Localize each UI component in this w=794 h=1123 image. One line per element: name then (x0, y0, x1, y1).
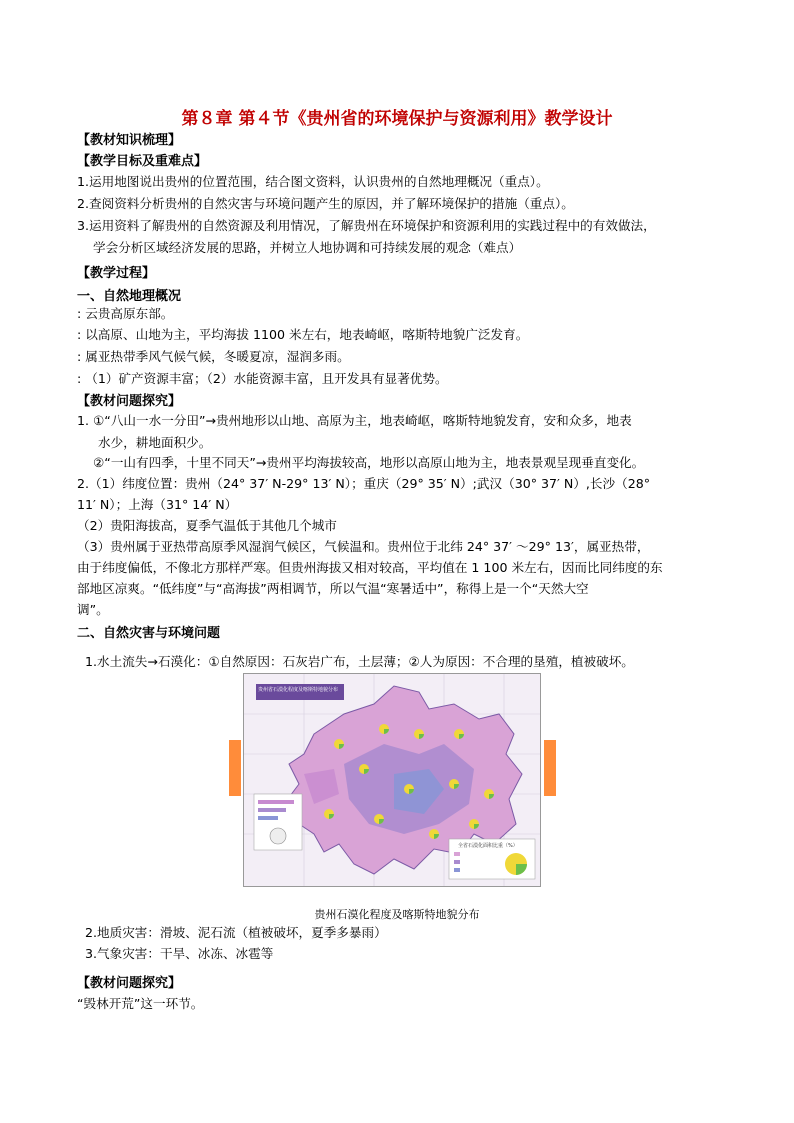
goal-item: 1.运用地图说出贵州的位置范围，结合图文资料，认识贵州的自然地理概况（重点）。 (77, 174, 549, 189)
explore-line: （3）贵州属于亚热带高原季风湿润气候区，气候温和。贵州位于北纬 24° 37′ ～29° 13′，属亚热带， (77, 539, 650, 554)
section1-heading: 一、自然地理概况 (77, 289, 182, 304)
map-legend-title: 全省石漠化面积比重（%） (458, 843, 518, 849)
page-title: 第８章 第４节《贵州省的环境保护与资源利用》教学设计 (181, 109, 613, 129)
section2-item: 3.气象灾害：干旱、冰冻、冰雹等 (85, 946, 274, 961)
goal-item: 学会分析区域经济发展的思路，并树立人地协调和可持续发展的观念（难点） (93, 240, 522, 255)
explore-line: 11′ N）；上海（31° 14′ N） (77, 497, 238, 512)
map-caption: 贵州石漠化程度及喀斯特地貌分布 (314, 908, 480, 921)
section2-item: 1.水土流失→石漠化：①自然原因：石灰岩广布，土层薄；②人为原因：不合理的垦殖，植被破坏。 (85, 654, 634, 669)
section2-heading: 二、自然灾害与环境问题 (77, 626, 221, 641)
section2-item: 2.地质灾害：滑坡、泥石流（植被破坏，夏季多暴雨） (85, 925, 387, 940)
explore-line: 1. ①“八山一水一分田”→贵州地形以山地、高原为主，地表崎岖，喀斯特地貌发育，安和众多，地表 (77, 413, 632, 428)
heading-process: 【教学过程】 (77, 266, 156, 281)
section1-line: : 属亚热带季风气候气候，冬暖夏凉，湿润多雨。 (77, 349, 350, 364)
heading-explore: 【教材问题探究】 (77, 976, 182, 991)
explore-line: 2.（1）纬度位置：贵州（24° 37′ N-29° 13′ N）；重庆（29° 35′ N）;武汉（30° 37′ N）,长沙（28° (77, 476, 651, 491)
side-tab-left (229, 740, 241, 796)
explore-line: ②“一山有四季，十里不同天”→贵州平均海拔较高，地形以高原山地为主，地表景观呈现垂直变化。 (93, 455, 645, 470)
heading-knowledge: 【教材知识梳理】 (77, 133, 182, 148)
goal-item: 2.查阅资料分析贵州的自然灾害与环境问题产生的原因，并了解环境保护的措施（重点）。 (77, 196, 574, 211)
final-line: “毁林开荒”这一环节。 (77, 996, 204, 1011)
map-title: 贵州省石漠化程度及喀斯特地貌分布 (258, 687, 339, 693)
heading-explore: 【教材问题探究】 (77, 394, 182, 409)
side-tab-right (544, 740, 556, 796)
heading-goals: 【教学目标及重难点】 (77, 154, 208, 169)
explore-line: 水少，耕地面积少。 (98, 435, 212, 450)
explore-line: （2）贵阳海拔高，夏季气温低于其他几个城市 (77, 518, 337, 533)
goal-item: 3.运用资料了解贵州的自然资源及利用情况，了解贵州在环境保护和资源利用的实践过程中的有效做法， (77, 218, 656, 233)
section1-line: : 以高原、山地为主，平均海拔 1100 米左右，地表崎岖，喀斯特地貌广泛发育。 (77, 327, 529, 342)
explore-line: 由于纬度偏低，不像北方那样严寒。但贵州海拔又相对较高，平均值在 1 100 米左右，因而比同纬度的东 (77, 560, 663, 575)
explore-line: 调”。 (77, 602, 109, 617)
section1-line: : 云贵高原东部。 (77, 306, 174, 321)
karst-map-svg (244, 674, 540, 886)
explore-line: 部地区凉爽。“低纬度”与“高海拔”两相调节，所以气温“寒暑适中”，称得上是一个“天然大空 (77, 581, 589, 596)
section1-line: : （1）矿产资源丰富；（2）水能资源丰富，且开发具有显著优势。 (77, 371, 448, 386)
karst-map-figure (243, 673, 541, 887)
